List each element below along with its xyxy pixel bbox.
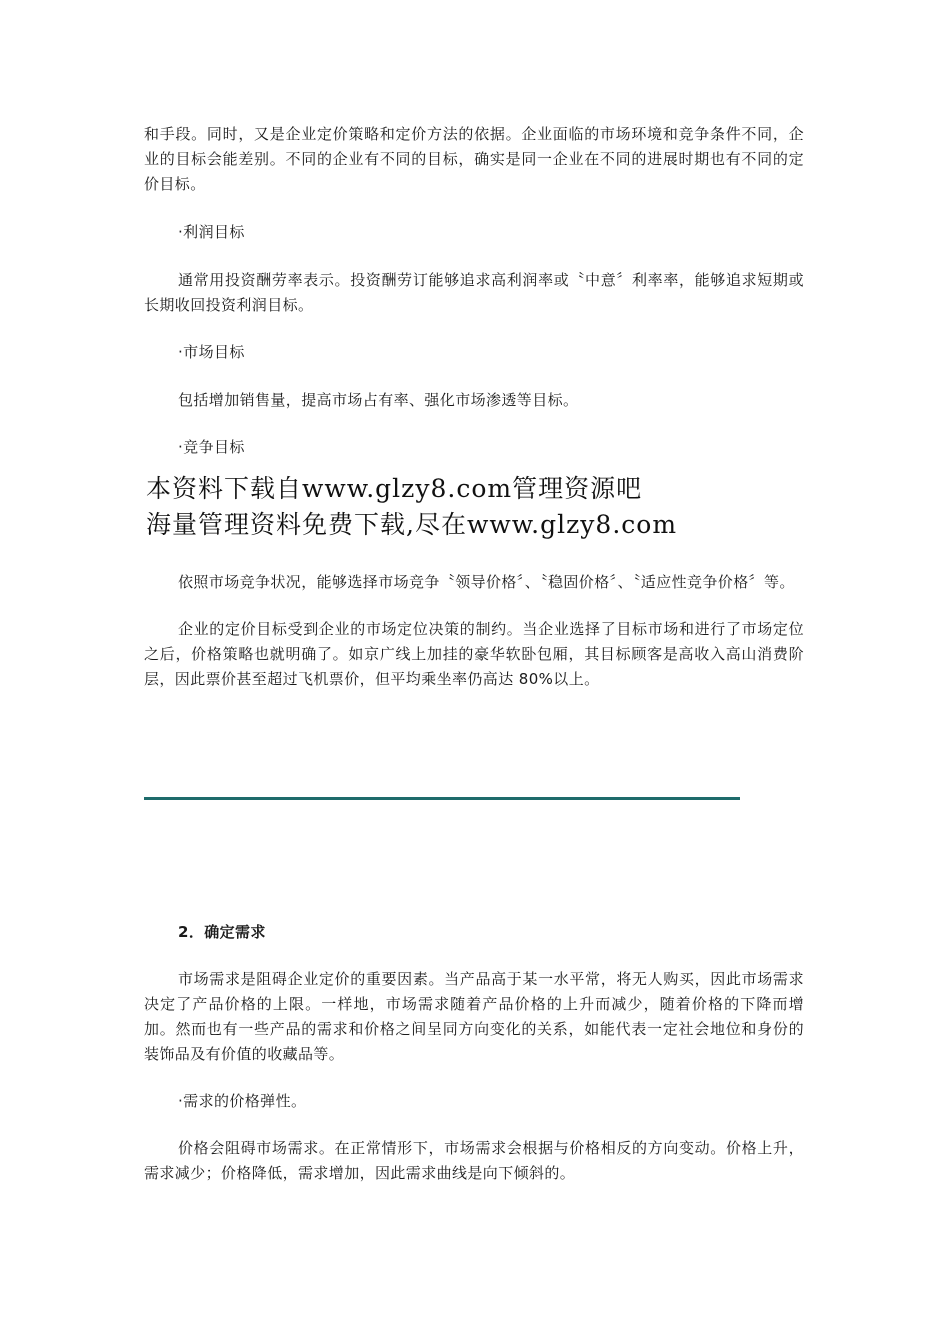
paragraph: 通常用投资酬劳率表示。投资酬劳订能够追求高利润率或〝中意〞利率率，能够追求短期或长期收回投资利润目标。 — [144, 271, 804, 314]
horizontal-divider — [144, 797, 740, 800]
watermark-line: 海量管理资料免费下载,尽在www.glzy8.com — [146, 510, 678, 539]
subheading-price-elasticity: ·需求的价格弹性。 — [178, 1092, 307, 1110]
document-body-bottom — [144, 967, 804, 1186]
subheading-market-goal: ·市场目标 — [178, 343, 245, 361]
paragraph: 依照市场竞争状况，能够选择市场竞争〝领导价格〞、〝稳固价格〞、〝适应性竞争价格〞等。 — [178, 573, 795, 591]
paragraph: 市场需求是阻碍企业定价的重要因素。当产品高于某一水平常，将无人购买，因此市场需求决定了产品价格的上限。一样地，市场需求随着产品价格的上升而减少，随着价格的下降而增加。然而也有一些产品的需求和价格之间呈同方向变化的关系，如能代表一定社会地位和身份的装饰品及有价值的收藏品等。 — [144, 970, 804, 1063]
paragraph: 价格会阻碍市场需求。在正常情形下，市场需求会根据与价格相反的方向变动。价格上升，需求减少；价格降低，需求增加，因此需求曲线是向下倾斜的。 — [144, 1139, 804, 1182]
paragraph: 企业的定价目标受到企业的市场定位决策的制约。当企业选择了目标市场和进行了市场定位之后，价格策略也就明确了。如京广线上加挂的豪华软卧包厢，其目标顾客是高收入高山消费阶层，因此票价甚至超过飞机票价，但平均乘坐率仍高达 80%以上。 — [144, 620, 804, 688]
subheading-profit-goal: ·利润目标 — [178, 223, 245, 241]
section-heading: 2．确定需求 — [178, 923, 266, 941]
document-body-top — [144, 122, 804, 692]
paragraph: 包括增加销售量，提高市场占有率、强化市场渗透等目标。 — [178, 391, 579, 409]
paragraph: 和手段。同时，又是企业定价策略和定价方法的依据。企业面临的市场环境和竞争条件不同，企业的目标会能差别。不同的企业有不同的目标，确实是同一企业在不同的进展时期也有不同的定价目标。 — [144, 125, 804, 193]
watermark-banner — [146, 471, 804, 543]
watermark-line: 本资料下载自www.glzy8.com管理资源吧 — [146, 474, 643, 503]
subheading-competition-goal: ·竞争目标 — [178, 438, 245, 456]
